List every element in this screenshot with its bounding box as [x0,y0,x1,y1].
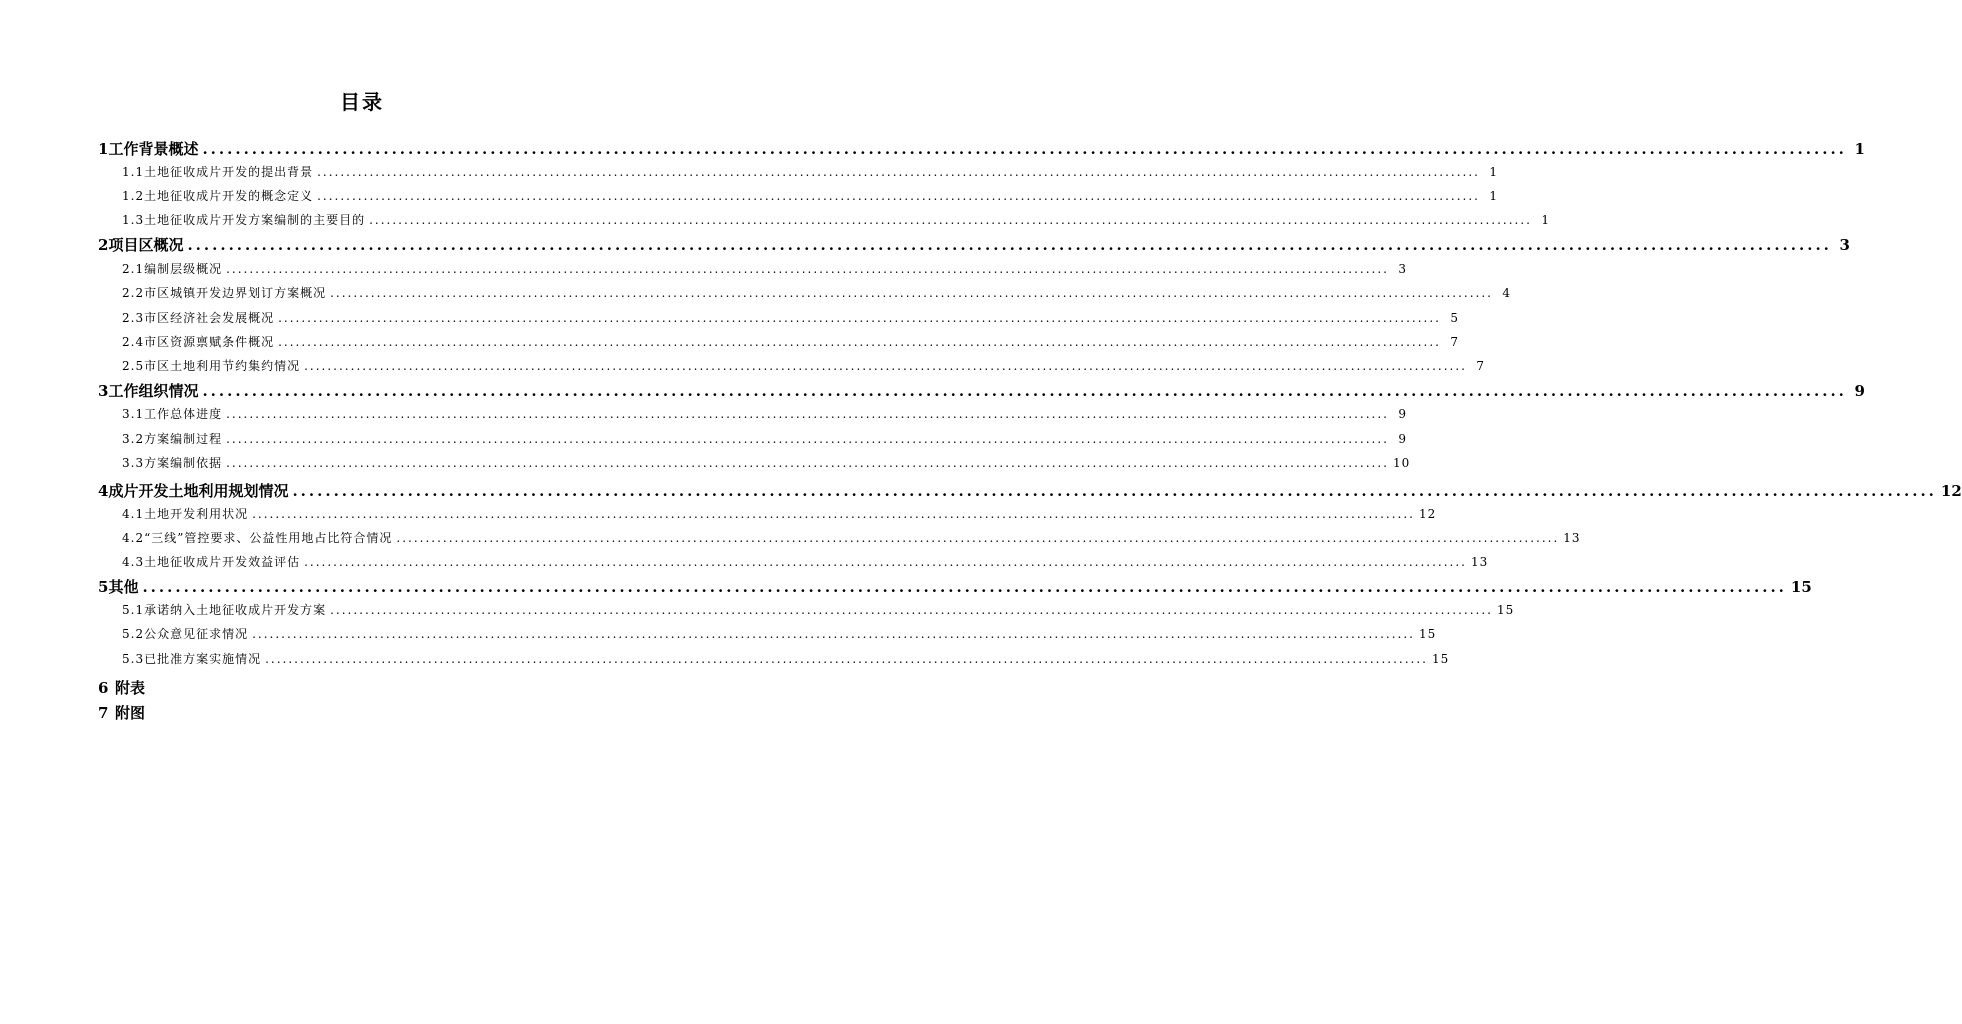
toc-page-number: 12 [1940,482,1962,500]
toc-page-number: 9 [1398,432,1407,446]
toc-dot-leader: ........................................................................................................................................................................................................ [226,432,1389,446]
toc-chapter-entry[interactable] [98,576,1812,597]
toc-section-entry[interactable] [122,333,1459,350]
toc-entry-title: 工作组织情况 [108,382,199,400]
toc-entry-number: 1.2 [122,189,145,203]
toc-entry-number: 5.1 [122,603,145,617]
toc-section-entry[interactable] [122,430,1407,447]
toc-page-number: 1 [1489,165,1498,179]
toc-entry-number: 1.3 [122,213,145,227]
toc-dot-leader: ........................................................................................................................................................................................................ [317,189,1480,203]
toc-entry-number: 7 [98,704,109,722]
toc-entry-title: “三线”管控要求、公益性用地占比符合情况 [144,531,393,545]
toc-page-number: 15 [1419,627,1437,641]
toc-entry-number: 3.2 [122,432,145,446]
toc-entry-number: 2.5 [122,359,145,373]
toc-section-entry[interactable] [122,357,1485,374]
toc-section-entry[interactable] [122,163,1498,180]
toc-section-entry[interactable] [122,211,1550,228]
toc-entry-title: 附表 [115,679,146,697]
toc-dot-leader: ........................................................................................................................................................................................................ [304,555,1467,569]
toc-page-number: 7 [1476,359,1485,373]
toc-section-entry[interactable] [122,553,1489,570]
toc-entry-title: 土地征收成片开发的概念定义 [144,189,314,203]
toc-chapter-entry[interactable] [98,702,628,723]
toc-entry-title: 方案编制依据 [144,456,223,470]
toc-entry-number: 4.2 [122,531,145,545]
toc-entry-title: 土地征收成片开发方案编制的主要目的 [144,213,366,227]
toc-dot-leader: ........................................................................................................................................................................................................ [278,335,1441,349]
toc-page-number: 1 [1854,140,1865,158]
toc-page-number: 3 [1398,262,1407,276]
toc-section-entry[interactable] [122,187,1498,204]
toc-page-number: 1 [1489,189,1498,203]
toc-dot-leader: ........................................................................................................................................................................................................ [292,482,1937,500]
toc-section-entry[interactable] [122,625,1437,642]
toc-page-number: 13 [1471,555,1489,569]
toc-entry-title: 市区城镇开发边界划订方案概况 [144,286,327,300]
toc-entry-title: 成片开发土地利用规划情况 [108,482,289,500]
toc-section-entry[interactable] [122,454,1411,471]
toc-entry-number: 1.1 [122,165,145,179]
toc-entry-number: 3 [98,382,109,400]
toc-chapter-entry[interactable] [98,234,1850,255]
toc-entry-number: 5.2 [122,627,145,641]
toc-dot-leader: ........................................................................................................................................................................................................ [396,531,1560,545]
toc-dot-leader: ........................................................................................................................................................................................................ [142,578,1787,596]
toc-entry-title: 土地开发利用状况 [144,507,249,521]
toc-dot-leader: ........................................................................................................................................................................................................ [278,311,1441,325]
toc-page-number: 1 [1541,213,1550,227]
toc-entry-title: 公众意见征求情况 [144,627,249,641]
toc-entry-number: 2 [98,236,109,254]
toc-dot-leader: ........................................................................................................................................................................................................ [202,140,1847,158]
toc-page-number: 15 [1432,652,1450,666]
toc-dot-leader: ........................................................................................................................................................................................................ [265,652,1428,666]
toc-entry-title: 已批准方案实施情况 [144,652,262,666]
toc-dot-leader: ........................................................................................................................................................................................................ [226,456,1389,470]
toc-dot-leader: ........................................................................................................................................................................................................ [304,359,1467,373]
toc-section-entry[interactable] [122,405,1407,422]
toc-dot-leader: ........................................................................................................................................................................................................ [226,262,1389,276]
toc-section-entry[interactable] [122,601,1515,618]
toc-section-entry[interactable] [122,529,1581,546]
toc-entry-number: 3.1 [122,407,145,421]
toc-page-number: 15 [1790,578,1812,596]
toc-entry-number: 1 [98,140,109,158]
toc-entry-number: 2.3 [122,311,145,325]
toc-entry-number: 3.3 [122,456,145,470]
toc-entry-title: 项目区概况 [108,236,184,254]
toc-dot-leader: ........................................................................................................................................................................................................ [252,627,1415,641]
toc-entry-number: 6 [98,679,109,697]
toc-chapter-entry[interactable] [98,380,1865,401]
toc-entry-number: 4.3 [122,555,145,569]
toc-section-entry[interactable] [122,505,1437,522]
toc-page-number: 3 [1839,236,1850,254]
toc-dot-leader: ........................................................................................................................................................................................................ [330,603,1493,617]
toc-page-number: 5 [1450,311,1459,325]
toc-entry-number: 2.1 [122,262,145,276]
toc-entry-title: 工作背景概述 [108,140,199,158]
toc-entry-title: 土地征收成片开发的提出背景 [144,165,314,179]
toc-dot-leader: ........................................................................................................................................................................................................ [252,507,1415,521]
toc-page-number: 10 [1393,456,1411,470]
toc-chapter-entry[interactable] [98,138,1865,159]
toc-entry-title: 方案编制过程 [144,432,223,446]
toc-entry-title: 市区土地利用节约集约情况 [144,359,301,373]
toc-dot-leader: ........................................................................................................................................................................................................ [226,407,1389,421]
toc-page-number: 9 [1398,407,1407,421]
toc-entry-title: 编制层级概况 [144,262,223,276]
toc-section-entry[interactable] [122,284,1511,301]
toc-section-entry[interactable] [122,260,1407,277]
toc-chapter-entry[interactable] [98,480,1962,501]
toc-dot-leader: ........................................................................................................................................................................................................ [202,382,1847,400]
toc-page-number: 13 [1563,531,1581,545]
toc-chapter-entry[interactable] [98,677,628,698]
toc-dot-leader: ........................................................................................................................................................................................................ [187,236,1832,254]
toc-entry-title: 市区经济社会发展概况 [144,311,275,325]
toc-dot-leader: ........................................................................................................................................................................................................ [330,286,1493,300]
toc-entry-title: 其他 [108,578,139,596]
toc-page-number: 12 [1419,507,1437,521]
toc-entry-title: 市区资源禀赋条件概况 [144,335,275,349]
toc-entry-number: 4 [98,482,109,500]
toc-entry-title: 附图 [115,704,146,722]
toc-dot-leader: ........................................................................................................................................................................................................ [317,165,1480,179]
toc-entry-title: 土地征收成片开发效益评估 [144,555,301,569]
toc-entry-number: 2.4 [122,335,145,349]
toc-entry-title: 工作总体进度 [144,407,223,421]
toc-title: 目录 [340,90,384,114]
toc-page-number: 7 [1450,335,1459,349]
toc-section-entry[interactable] [122,650,1450,667]
toc-entry-number: 4.1 [122,507,145,521]
toc-page-number: 9 [1854,382,1865,400]
toc-entry-number: 5.3 [122,652,145,666]
toc-entry-number: 2.2 [122,286,145,300]
toc-entry-number: 5 [98,578,109,596]
toc-section-entry[interactable] [122,309,1459,326]
toc-dot-leader: ........................................................................................................................................................................................................ [369,213,1532,227]
toc-page-number: 15 [1497,603,1515,617]
toc-page-number: 4 [1502,286,1511,300]
toc-entry-title: 承诺纳入土地征收成片开发方案 [144,603,327,617]
